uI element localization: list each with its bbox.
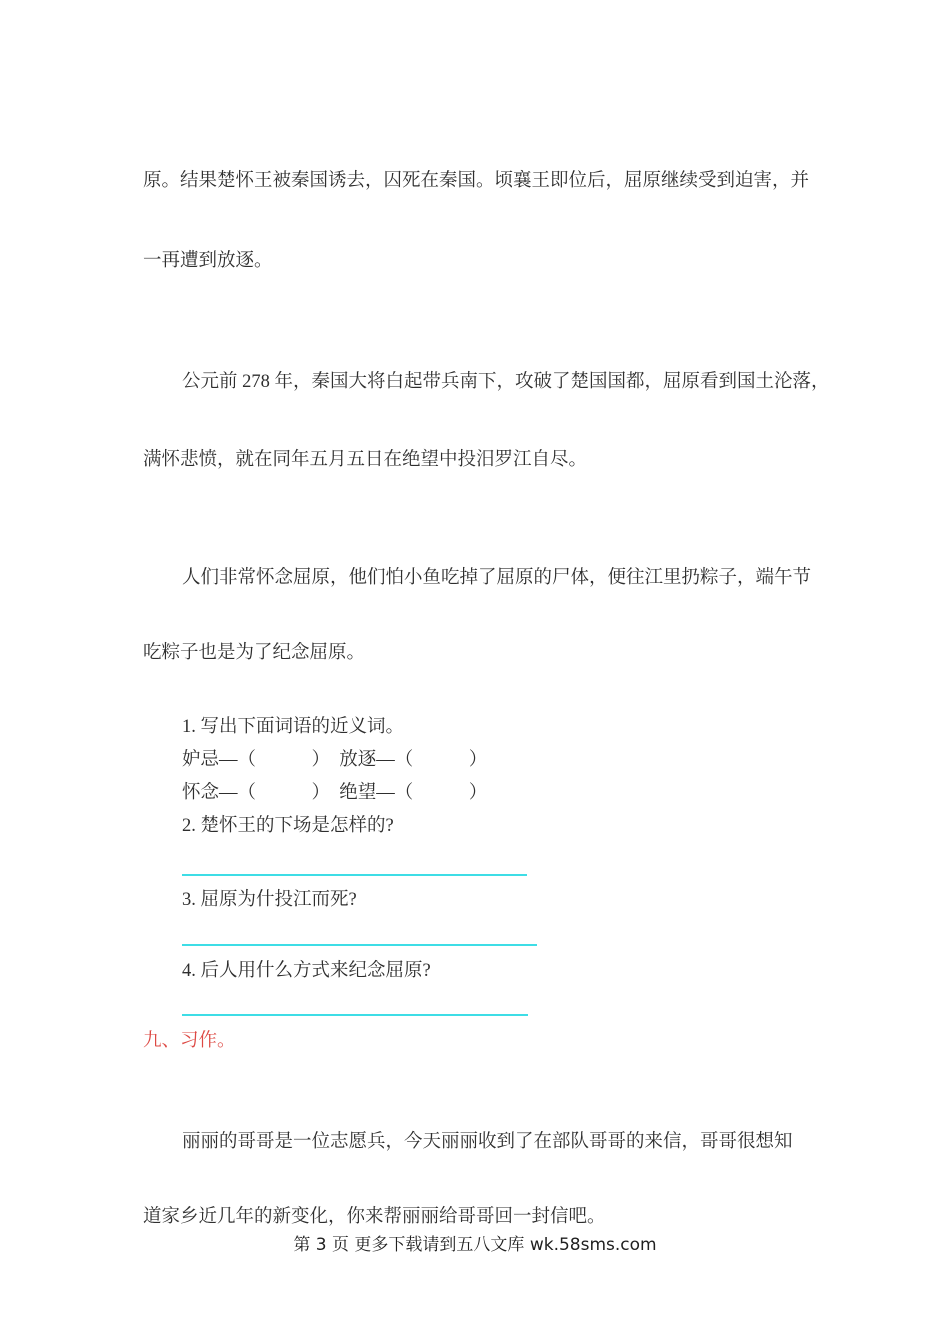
- paragraph-line: 丽丽的哥哥是一位志愿兵，今天丽丽收到了在部队哥哥的来信，哥哥很想知: [182, 1132, 793, 1152]
- section-9-heading: 九、习作。: [143, 1031, 236, 1051]
- question-2-label: 2. 楚怀王的下场是怎样的?: [182, 816, 394, 836]
- footer-promo-text: 更多下载请到五八文库: [354, 1235, 530, 1255]
- paragraph-zongzi-memorial: [143, 520, 843, 712]
- document-body: [143, 120, 843, 1276]
- paragraph-line: 满怀悲愤，就在同年五月五日在绝望中投汨罗江自尽。: [143, 450, 588, 470]
- answer-blank-line-2: [182, 944, 537, 946]
- paragraph-line: 人们非常怀念屈原，他们怕小鱼吃掉了屈原的尸体，便往江里扔粽子，端午节: [182, 568, 812, 588]
- question-4-label: 4. 后人用什么方式来纪念屈原?: [182, 961, 431, 981]
- question-3-label: 3. 屈原为什投江而死?: [182, 890, 357, 910]
- synonym-blank-row-2: 怀念—（ ） 绝望—（ ）: [182, 783, 488, 803]
- paragraph-line: 吃粽子也是为了纪念屈原。: [143, 643, 366, 663]
- paragraph-line: 公元前 278 年，秦国大将白起带兵南下，攻破了楚国国都，屈原看到国土沦落，: [182, 372, 830, 392]
- question-1-label: 1. 写出下面词语的近义词。: [182, 717, 405, 737]
- paragraph-line: 一再遭到放逐。: [143, 251, 273, 271]
- footer-site-url: wk.58sms.com: [529, 1235, 657, 1255]
- page-number-label: 第 3 页: [293, 1235, 355, 1255]
- answer-blank-line-3: [182, 1014, 528, 1016]
- paragraph-line: 道家乡近几年的新变化，你来帮丽丽给哥哥回一封信吧。: [143, 1207, 606, 1227]
- page-footer: [0, 1234, 950, 1256]
- paragraph-quyuan-death: [143, 322, 843, 520]
- synonym-blank-row-1: 妒忌—（ ） 放逐—（ ）: [182, 750, 488, 770]
- answer-blank-line-1: [182, 874, 527, 876]
- paragraph-line: 原。结果楚怀王被秦国诱去，囚死在秦国。顷襄王即位后，屈原继续受到迫害，并: [143, 171, 810, 191]
- paragraph-quyuan-exile: [143, 120, 843, 322]
